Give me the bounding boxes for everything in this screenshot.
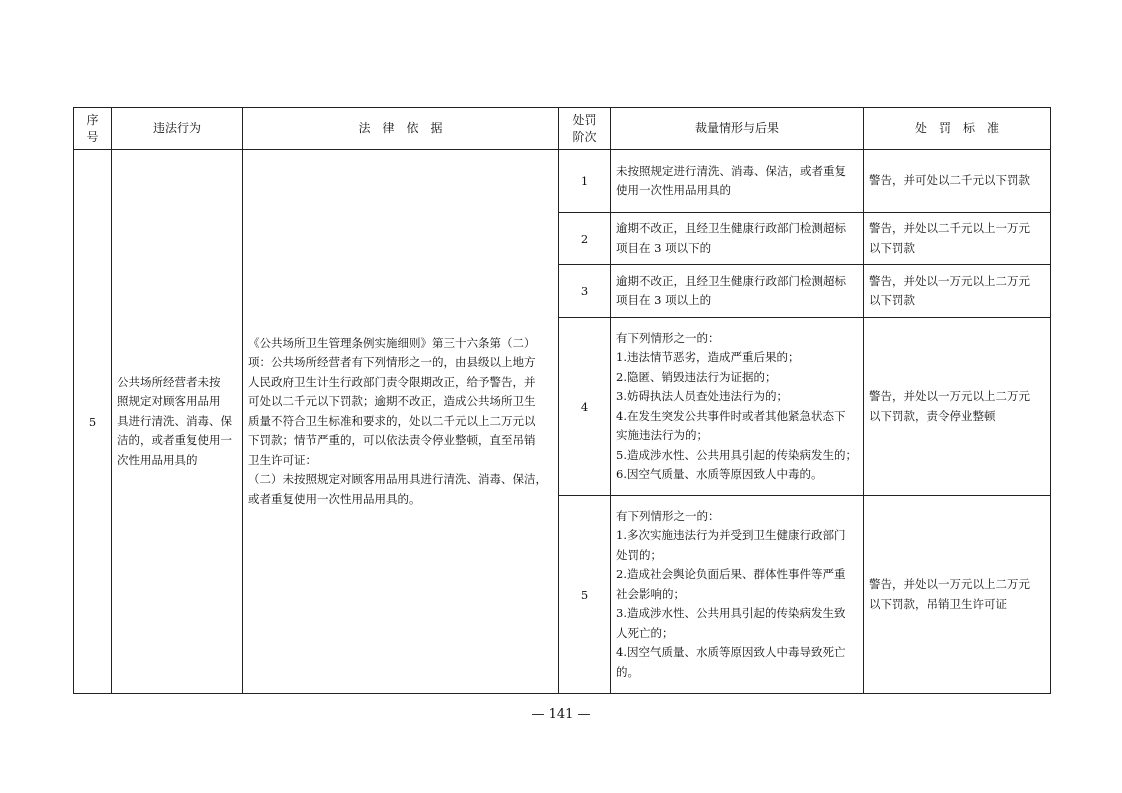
stage-circumstance: 有下列情形之一的： 1.多次实施违法行为并受到卫生健康行政部门 处罚的； 2.造成社会舆论负面后果、群体性事件等严重 社会影响的； 3.造成涉水性、公共用具引起的传染病发生致 人死亡的； 4.因空气质量、水质等原因致人中毒导致死亡 的。 <box>611 496 864 694</box>
stage-number: 1 <box>559 150 611 213</box>
row-seq: 5 <box>74 150 112 694</box>
stage-number: 3 <box>559 265 611 318</box>
stage-number: 5 <box>559 496 611 694</box>
page-number: — 141 — <box>531 707 591 722</box>
stage-standard: 警告，并处以一万元以上二万元 以下罚款，吊销卫生许可证 <box>864 496 1051 694</box>
header-standard: 处 罚 标 准 <box>864 108 1051 150</box>
header-behavior: 违法行为 <box>112 108 243 150</box>
stage-standard: 警告，并可处以二千元以下罚款 <box>864 150 1051 213</box>
header-circumstances: 裁量情形与后果 <box>611 108 864 150</box>
stage-circumstance: 逾期不改正，且经卫生健康行政部门检测超标 项目在 3 项以下的 <box>611 213 864 265</box>
penalty-table <box>73 107 1051 694</box>
stage-standard: 警告，并处以二千元以上一万元 以下罚款 <box>864 213 1051 265</box>
header-seq: 序 号 <box>74 108 112 150</box>
row-legal-basis: 《公共场所卫生管理条例实施细则》第三十六条第（二） 项：公共场所经营者有下列情形之一的，由县级以上地方 人民政府卫生计生行政部门责令限期改正，给予警告，并 可处以二千元以下罚款；逾期不改正，造成公共场所卫生 质量不符合卫生标准和要求的，处以二千元以上二万元以 下罚款；情节严重的，可以依法责令停业整顿，直至吊销 卫生许可证： （二）未按照规定对顾客用品用具进行清洗、消毒、保洁， 或者重复使用一次性用品用具的。 <box>243 150 559 694</box>
stage-standard: 警告，并处以一万元以上二万元 以下罚款，责令停业整顿 <box>864 318 1051 496</box>
stage-number: 2 <box>559 213 611 265</box>
stage-standard: 警告，并处以一万元以上二万元 以下罚款 <box>864 265 1051 318</box>
row-behavior: 公共场所经营者未按 照规定对顾客用品用 具进行清洗、消毒、保 洁的，或者重复使用一 次性用品用具的 <box>112 150 243 694</box>
stage-circumstance: 未按照规定进行清洗、消毒、保洁，或者重复 使用一次性用品用具的 <box>611 150 864 213</box>
header-stage: 处罚 阶次 <box>559 108 611 150</box>
table-header-row <box>74 108 1051 150</box>
stage-circumstance: 逾期不改正，且经卫生健康行政部门检测超标 项目在 3 项以上的 <box>611 265 864 318</box>
table-row <box>74 150 1051 213</box>
stage-circumstance: 有下列情形之一的： 1.违法情节恶劣，造成严重后果的； 2.隐匿、销毁违法行为证据的； 3.妨碍执法人员查处违法行为的； 4.在发生突发公共事件时或者其他紧急状态下 实施违法行为的； 5.造成涉水性、公共用具引起的传染病发生的； 6.因空气质量、水质等原因致人中毒的。 <box>611 318 864 496</box>
header-basis: 法 律 依 据 <box>243 108 559 150</box>
stage-number: 4 <box>559 318 611 496</box>
